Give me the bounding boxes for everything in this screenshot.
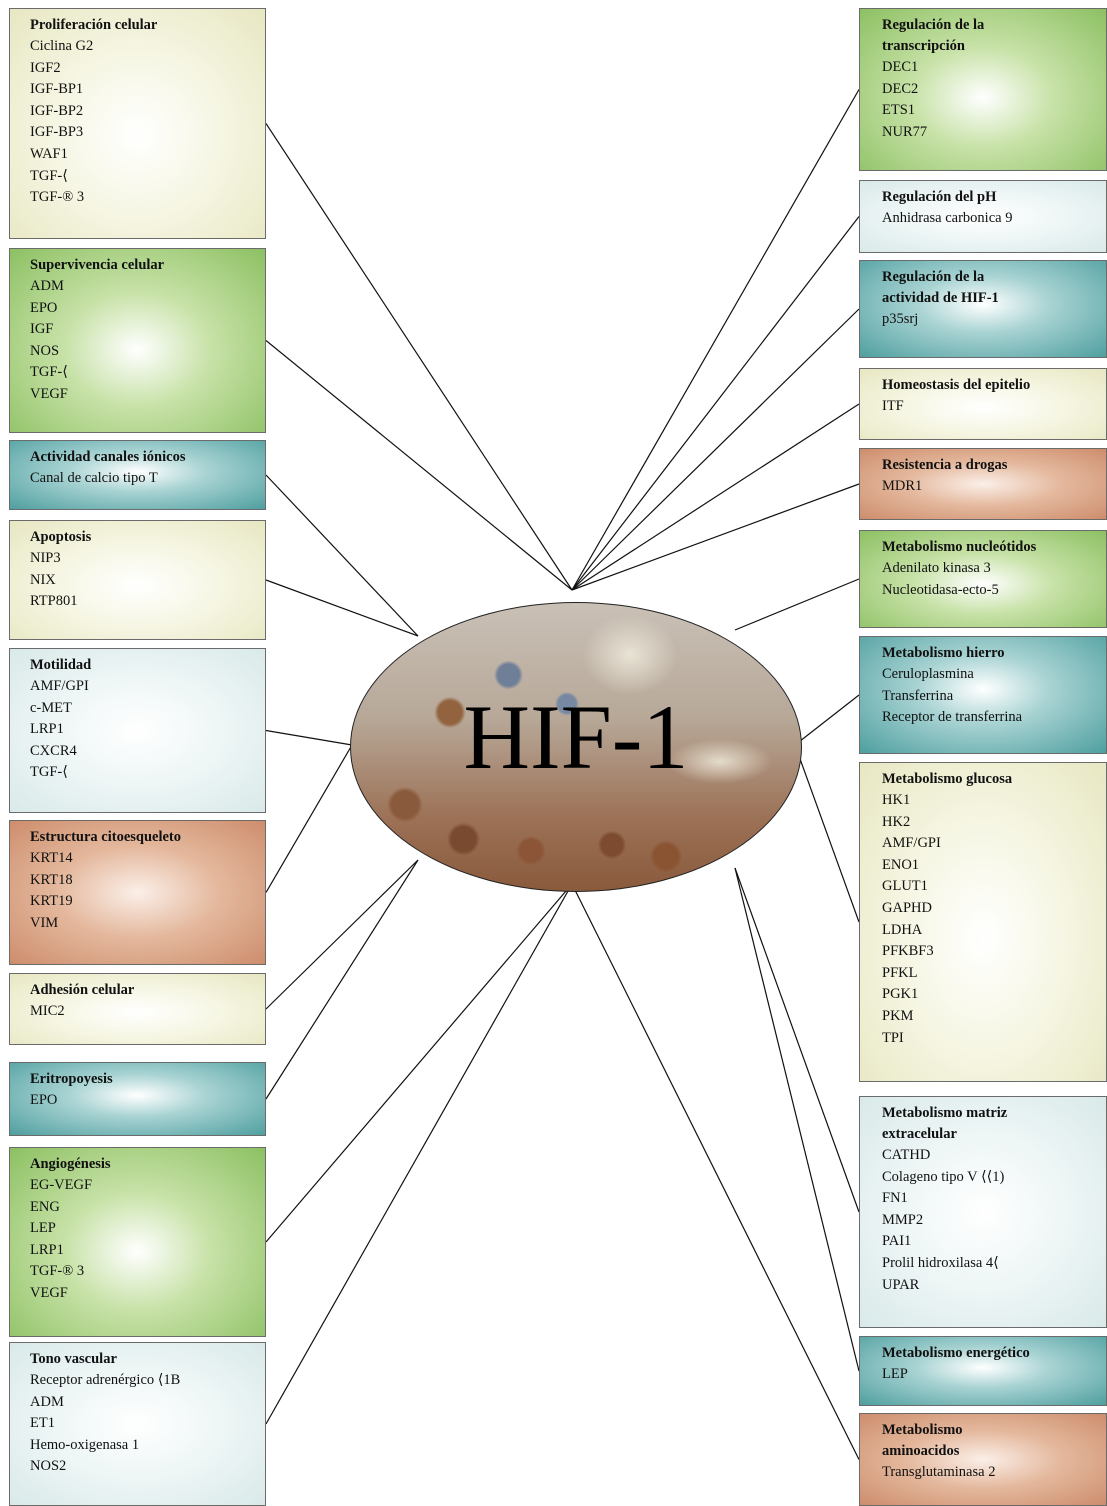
connector-tono-vascular bbox=[266, 884, 572, 1424]
group-metabolismo-energetico bbox=[859, 1336, 1107, 1406]
group-title: Proliferación celular bbox=[30, 17, 158, 33]
group-metabolismo-matriz-extracelular bbox=[859, 1096, 1107, 1328]
gene-item: p35srj bbox=[882, 311, 919, 327]
gene-item: Prolil hidroxilasa 4⟨ bbox=[882, 1254, 999, 1271]
group-motilidad bbox=[9, 648, 266, 813]
gene-item: VEGF bbox=[30, 1284, 68, 1301]
group-metabolismo-hierro bbox=[859, 636, 1107, 754]
group-apoptosis bbox=[9, 520, 266, 640]
connector-apoptosis bbox=[266, 580, 418, 636]
gene-item: Colageno tipo V ⟨⟨1) bbox=[882, 1168, 1005, 1185]
gene-item: HK2 bbox=[882, 813, 911, 830]
gene-item: LEP bbox=[30, 1220, 56, 1237]
connector-metabolismo-nucleotidos bbox=[735, 579, 859, 630]
group-title: Metabolismo glucosa bbox=[882, 771, 1013, 787]
gene-item: IGF bbox=[30, 321, 54, 338]
gene-item: Adenilato kinasa 3 bbox=[882, 560, 991, 576]
gene-item: PKM bbox=[882, 1007, 914, 1024]
gene-item: Nucleotidasa-ecto-5 bbox=[882, 581, 999, 598]
gene-item: UPAR bbox=[882, 1276, 920, 1293]
connector-angiogenesis bbox=[266, 884, 572, 1242]
gene-item: TGF-⟨ bbox=[30, 764, 68, 781]
gene-item: Hemo-oxigenasa 1 bbox=[30, 1436, 140, 1453]
group-title: Metabolismo energético bbox=[882, 1345, 1030, 1361]
connector-metabolismo-hierro bbox=[795, 695, 859, 745]
group-angiogenesis bbox=[9, 1147, 266, 1337]
connector-metabolismo-glucosa bbox=[795, 745, 859, 922]
group-title: Metabolismo matriz extracelular bbox=[882, 1105, 1008, 1142]
connector-eritropoyesis bbox=[266, 860, 418, 1099]
connector-metabolismo-aminoacidos bbox=[572, 884, 859, 1460]
gene-item: Anhidrasa carbonica 9 bbox=[882, 210, 1013, 226]
gene-item: EG-VEGF bbox=[30, 1177, 93, 1193]
gene-item: LEP bbox=[882, 1366, 908, 1382]
gene-item: Transglutaminasa 2 bbox=[882, 1464, 996, 1480]
gene-item: TGF-® 3 bbox=[30, 189, 85, 206]
gene-item: TPI bbox=[882, 1029, 904, 1046]
gene-item: KRT18 bbox=[30, 871, 73, 888]
gene-item: DEC2 bbox=[882, 80, 919, 97]
group-actividad-canales-ionicos bbox=[9, 440, 266, 510]
connector-homeostasis-del-epitelio bbox=[572, 404, 859, 590]
group-adhesion-celular bbox=[9, 973, 266, 1045]
gene-item: ITF bbox=[882, 398, 904, 414]
group-title: Regulación de la transcripción bbox=[882, 17, 985, 54]
gene-item: NIP3 bbox=[30, 550, 61, 566]
gene-item: ADM bbox=[30, 278, 64, 294]
group-title: Regulación del pH bbox=[882, 189, 997, 205]
gene-item: Canal de calcio tipo T bbox=[30, 470, 158, 486]
group-metabolismo-nucleotidos bbox=[859, 530, 1107, 628]
group-eritropoyesis bbox=[9, 1062, 266, 1136]
group-regulacion-del-ph bbox=[859, 180, 1107, 253]
gene-item: IGF2 bbox=[30, 59, 61, 76]
gene-item: AMF/GPI bbox=[30, 678, 89, 694]
hub-label: HIF-1 bbox=[463, 686, 689, 788]
connector-actividad-canales-ionicos bbox=[266, 475, 418, 636]
gene-item: PGK1 bbox=[882, 986, 919, 1003]
connector-metabolismo-energetico bbox=[735, 868, 859, 1371]
gene-item: NOS bbox=[30, 342, 60, 359]
gene-item: Receptor adrenérgico ⟨1B bbox=[30, 1372, 181, 1388]
gene-item: PAI1 bbox=[882, 1233, 912, 1250]
gene-item: AMF/GPI bbox=[882, 835, 941, 852]
gene-item: ET1 bbox=[30, 1415, 55, 1432]
gene-item: RTP801 bbox=[30, 593, 78, 610]
gene-item: ENG bbox=[30, 1198, 60, 1215]
gene-item: MIC2 bbox=[30, 1003, 65, 1019]
connector-regulacion-de-la-actividad-de-hif-1 bbox=[572, 309, 859, 590]
gene-item: PFKBF3 bbox=[882, 943, 934, 960]
gene-item: NOS2 bbox=[30, 1458, 67, 1475]
group-regulacion-de-la-actividad-de-hif-1 bbox=[859, 260, 1107, 358]
gene-item: KRT19 bbox=[30, 893, 73, 910]
group-regulacion-de-la-transcripcion bbox=[859, 8, 1107, 171]
gene-item: PFKL bbox=[882, 964, 918, 981]
gene-item: Ciclina G2 bbox=[30, 38, 94, 54]
gene-item: TGF-⟨ bbox=[30, 167, 68, 184]
group-title: Metabolismo nucleótidos bbox=[882, 539, 1037, 555]
group-estructura-citoesqueleto bbox=[9, 820, 266, 965]
group-title: Motilidad bbox=[30, 657, 92, 673]
group-title: Apoptosis bbox=[30, 529, 92, 545]
gene-item: TGF-® 3 bbox=[30, 1263, 85, 1280]
gene-item: Ceruloplasmina bbox=[882, 666, 974, 682]
gene-item: VEGF bbox=[30, 385, 68, 402]
gene-item: ENO1 bbox=[882, 856, 920, 873]
gene-item: FN1 bbox=[882, 1190, 908, 1207]
group-title: Eritropoyesis bbox=[30, 1071, 113, 1087]
group-title: Tono vascular bbox=[30, 1351, 117, 1367]
group-homeostasis-del-epitelio bbox=[859, 368, 1107, 440]
gene-item: GLUT1 bbox=[882, 878, 928, 895]
group-title: Estructura citoesqueleto bbox=[30, 829, 182, 845]
gene-item: IGF-BP3 bbox=[30, 124, 84, 141]
gene-item: Transferrina bbox=[882, 687, 954, 704]
gene-item: GAPHD bbox=[882, 899, 932, 916]
group-metabolismo-glucosa bbox=[859, 762, 1107, 1082]
group-title: Metabolismo aminoacidos bbox=[882, 1422, 963, 1459]
group-title: Actividad canales iónicos bbox=[30, 449, 186, 465]
group-title: Resistencia a drogas bbox=[882, 457, 1008, 473]
gene-item: EPO bbox=[30, 1092, 58, 1108]
gene-item: c-MET bbox=[30, 699, 72, 716]
connector-adhesion-celular bbox=[266, 860, 418, 1009]
connector-regulacion-del-ph bbox=[572, 217, 859, 591]
gene-item: HK1 bbox=[882, 792, 911, 808]
connector-supervivencia-celular bbox=[266, 341, 572, 591]
gene-item: VIM bbox=[30, 914, 59, 931]
group-title: Supervivencia celular bbox=[30, 257, 165, 273]
gene-item: IGF-BP1 bbox=[30, 81, 84, 98]
connector-motilidad bbox=[266, 731, 352, 746]
gene-item: NIX bbox=[30, 571, 56, 588]
gene-item: LRP1 bbox=[30, 721, 64, 738]
group-resistencia-a-drogas bbox=[859, 448, 1107, 520]
gene-item: LDHA bbox=[882, 921, 923, 938]
connector-regulacion-de-la-transcripcion bbox=[572, 90, 859, 591]
group-supervivencia-celular bbox=[9, 248, 266, 433]
gene-item: CATHD bbox=[882, 1147, 931, 1163]
group-title: Metabolismo hierro bbox=[882, 645, 1005, 661]
gene-item: MDR1 bbox=[882, 478, 923, 494]
gene-item: Receptor de transferrina bbox=[882, 709, 1023, 726]
connector-resistencia-a-drogas bbox=[572, 484, 859, 590]
group-proliferacion-celular bbox=[9, 8, 266, 239]
group-tono-vascular bbox=[9, 1342, 266, 1506]
group-title: Angiogénesis bbox=[30, 1156, 111, 1172]
gene-item: ADM bbox=[30, 1393, 64, 1410]
gene-item: IGF-BP2 bbox=[30, 102, 84, 119]
group-title: Regulación de la actividad de HIF-1 bbox=[882, 269, 999, 306]
gene-item: KRT14 bbox=[30, 850, 73, 866]
gene-item: NUR77 bbox=[882, 123, 928, 140]
group-metabolismo-aminoacidos bbox=[859, 1413, 1107, 1506]
gene-item: ETS1 bbox=[882, 102, 916, 119]
connector-proliferacion-celular bbox=[266, 124, 572, 591]
gene-item: TGF-⟨ bbox=[30, 364, 68, 381]
gene-item: CXCR4 bbox=[30, 742, 77, 759]
gene-item: WAF1 bbox=[30, 145, 68, 162]
gene-item: LRP1 bbox=[30, 1241, 64, 1258]
group-title: Adhesión celular bbox=[30, 982, 135, 998]
group-title: Homeostasis del epitelio bbox=[882, 377, 1031, 393]
connector-metabolismo-matriz-extracelular bbox=[735, 868, 859, 1212]
gene-item: DEC1 bbox=[882, 59, 919, 75]
gene-item: MMP2 bbox=[882, 1211, 924, 1228]
gene-item: EPO bbox=[30, 299, 58, 316]
hif1-hub bbox=[350, 602, 802, 892]
connector-estructura-citoesqueleto bbox=[266, 745, 352, 893]
